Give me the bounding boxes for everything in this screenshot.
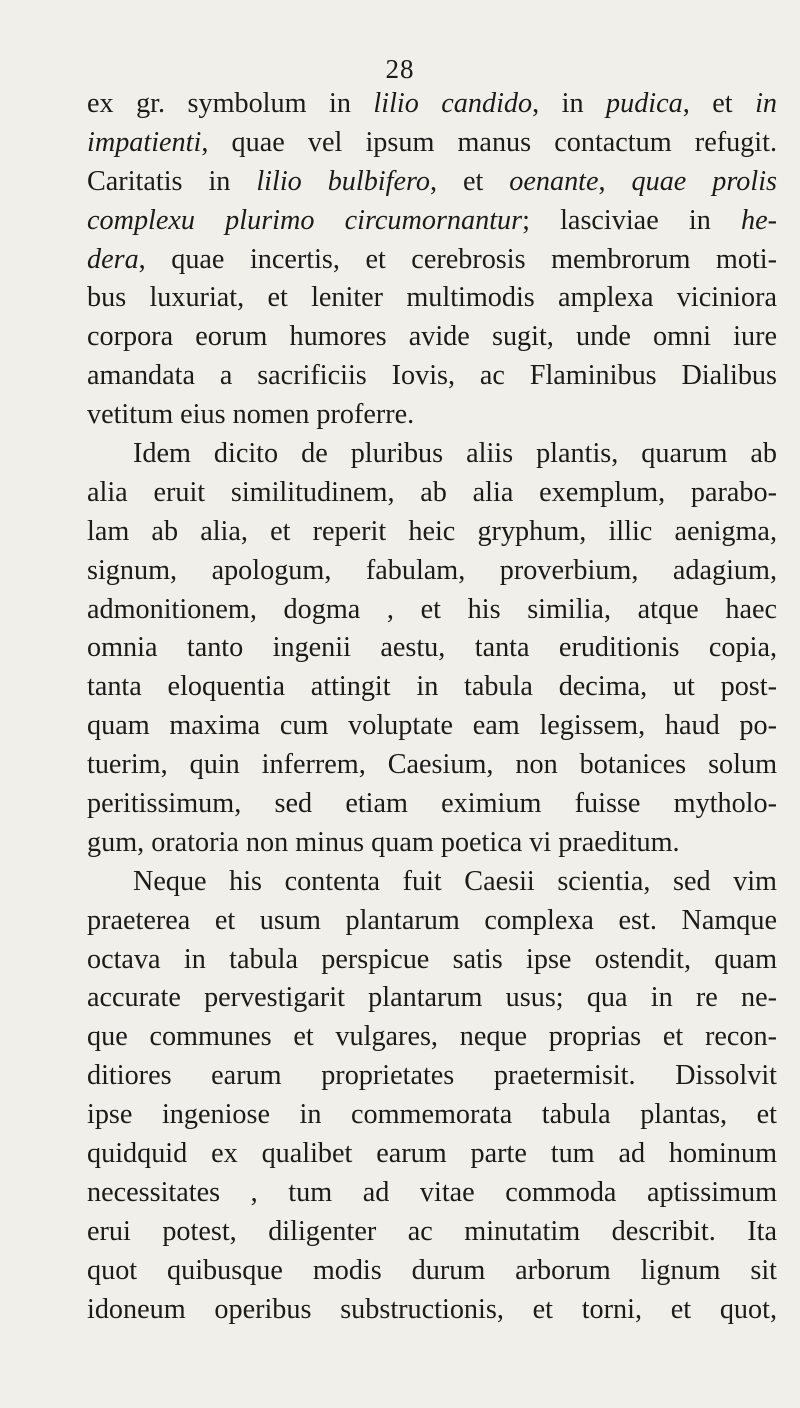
text-line xyxy=(87,902,777,941)
text-run: quidquid ex qualibet earum parte tum ad hominum xyxy=(87,1138,777,1170)
text-run: Caritatis in xyxy=(87,165,257,197)
text-run: peritissimum, sed etiam eximium fuisse mytholo- xyxy=(87,788,777,820)
text-line xyxy=(87,396,777,435)
text-line xyxy=(87,124,777,163)
text-line xyxy=(87,552,777,591)
text-run: idoneum operibus substructionis, et torni, et quot, xyxy=(87,1293,777,1325)
text-run: ipse ingeniose in commemorata tabula plantas, et xyxy=(87,1099,777,1131)
text-line xyxy=(87,824,777,863)
text-line xyxy=(87,435,777,474)
italic-text: pudica xyxy=(606,88,683,119)
text-line xyxy=(87,591,777,630)
text-line xyxy=(87,1135,777,1174)
body-text xyxy=(87,85,777,1330)
text-run: bus luxuriat, et leniter multimodis amplexa viciniora xyxy=(87,282,777,314)
italic-text: oenante xyxy=(509,165,599,197)
text-run: octava in tabula perspicue satis ipse ostendit, quam xyxy=(87,943,777,975)
text-line xyxy=(87,1252,777,1291)
text-run: praeterea et usum plantarum complexa est. Namque xyxy=(87,904,777,936)
text-line xyxy=(87,1213,777,1252)
text-run: , quae vel ipsum manus contactum refugit. xyxy=(201,126,777,158)
text-run: ditiores earum proprietates praetermisit. Dissolvit xyxy=(87,1060,777,1092)
text-run: , et xyxy=(430,165,510,197)
text-run: quot quibusque modis durum arborum lignum sit xyxy=(87,1254,777,1286)
text-run: quam maxima cum voluptate eam legissem, haud po- xyxy=(87,710,777,742)
text-run: lam ab alia, et reperit heic gryphum, illic aenigma, xyxy=(87,515,777,547)
italic-text: lilio bulbifero xyxy=(256,165,430,197)
text-run: necessitates , tum ad vitae commoda aptissimum xyxy=(87,1176,777,1208)
text-line xyxy=(87,941,777,980)
text-run: Neque his contenta fuit Caesii scientia, sed vim xyxy=(133,865,777,897)
text-line xyxy=(87,357,777,396)
text-line xyxy=(87,785,777,824)
text-line xyxy=(87,241,777,280)
page-number: 28 xyxy=(385,54,415,84)
italic-text: dera xyxy=(87,243,139,275)
italic-text: he- xyxy=(741,204,777,236)
text-line xyxy=(87,707,777,746)
text-run: tuerim, quin inferrem, Caesium, non botanices solum xyxy=(87,749,777,781)
text-run: admonitionem, dogma , et his similia, atque haec xyxy=(87,593,777,625)
text-line xyxy=(87,513,777,552)
italic-text: lilio candido xyxy=(373,88,533,119)
text-run: ex gr. symbolum in xyxy=(87,88,374,119)
text-run: corpora eorum humores avide sugit, unde omni iure xyxy=(87,321,777,353)
text-line xyxy=(87,279,777,318)
italic-text: in xyxy=(755,88,777,119)
text-run: signum, apologum, fabulam, proverbium, adagium, xyxy=(87,554,777,586)
text-run: tanta eloquentia attingit in tabula decima, ut post- xyxy=(87,671,777,703)
text-line xyxy=(87,163,777,202)
text-line xyxy=(87,863,777,902)
text-line xyxy=(87,1057,777,1096)
text-line xyxy=(87,474,777,513)
text-run: omnia tanto ingenii aestu, tanta eruditionis copia, xyxy=(87,632,777,664)
text-line xyxy=(87,318,777,357)
text-run: amandata a sacrificiis Iovis, ac Flaminibus Dialibus xyxy=(87,360,777,392)
text-run: gum, oratoria non minus quam poetica vi praeditum. xyxy=(87,826,680,858)
text-run: Idem dicito de pluribus aliis plantis, quarum ab xyxy=(133,438,777,470)
text-line xyxy=(87,1174,777,1213)
text-run: , quae incertis, et cerebrosis membrorum moti- xyxy=(138,243,777,275)
text-line xyxy=(87,668,777,707)
text-line xyxy=(87,1018,777,1057)
text-line xyxy=(87,202,777,241)
text-run: que communes et vulgares, neque proprias et recon- xyxy=(87,1021,777,1053)
text-run: ; lasciviae in xyxy=(522,204,741,236)
text-run: vetitum eius nomen proferre. xyxy=(87,399,415,431)
text-line xyxy=(87,1096,777,1135)
italic-text: quae prolis xyxy=(631,165,777,197)
italic-text: impatienti xyxy=(87,126,202,158)
text-run: erui potest, diligenter ac minutatim describit. Ita xyxy=(87,1215,777,1247)
text-line xyxy=(87,979,777,1018)
text-line xyxy=(87,746,777,785)
text-run: , in xyxy=(532,88,607,119)
text-line xyxy=(87,1291,777,1330)
italic-text: complexu plurimo circumornantur xyxy=(87,204,523,236)
text-run: , xyxy=(598,165,632,197)
text-run: accurate pervestigarit plantarum usus; qua in re ne- xyxy=(87,982,777,1014)
text-line xyxy=(87,85,777,124)
text-run: , et xyxy=(682,88,756,119)
text-line xyxy=(87,629,777,668)
text-run: alia eruit similitudinem, ab alia exemplum, parabo- xyxy=(87,476,777,508)
